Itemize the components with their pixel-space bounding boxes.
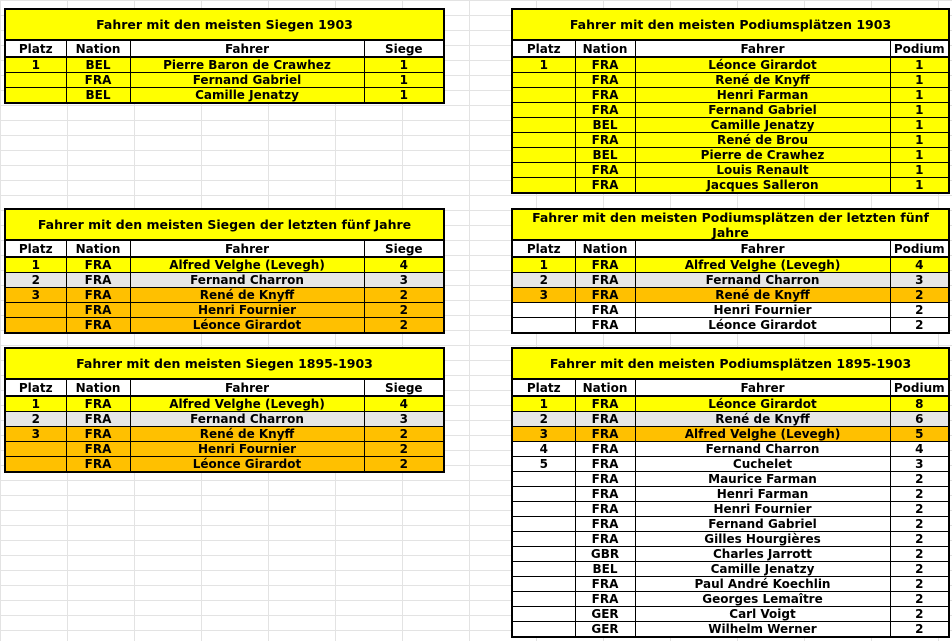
table-row	[6, 303, 443, 318]
table-podium-1903	[511, 8, 950, 194]
cell-fahrer[interactable]: Henri Fournier	[635, 303, 890, 318]
cell-platz[interactable]	[513, 607, 575, 622]
cell-platz[interactable]	[513, 517, 575, 532]
cell-fahrer[interactable]: René de Brou	[635, 133, 890, 148]
cell-platz[interactable]	[6, 88, 66, 103]
cell-platz[interactable]: 3	[6, 427, 66, 442]
cell-wert[interactable]: 3	[364, 412, 443, 427]
cell-platz[interactable]	[513, 133, 575, 148]
table-row	[513, 288, 948, 303]
column-header: Fahrer	[635, 41, 890, 57]
table-row	[513, 318, 948, 333]
cell-fahrer[interactable]: Pierre Baron de Crawhez	[130, 57, 364, 73]
cell-fahrer[interactable]: Henri Fournier	[130, 442, 364, 457]
table-row	[6, 396, 443, 412]
cell-wert[interactable]: 8	[890, 396, 948, 412]
table-row	[6, 457, 443, 472]
table-row	[513, 303, 948, 318]
cell-nation[interactable]: FRA	[575, 577, 635, 592]
cell-fahrer[interactable]: René de Knyff	[635, 73, 890, 88]
table-header-row	[6, 41, 443, 57]
cell-nation[interactable]: BEL	[575, 118, 635, 133]
cell-nation[interactable]: FRA	[575, 163, 635, 178]
table-row	[6, 73, 443, 88]
column-header: Fahrer	[130, 380, 364, 396]
cell-fahrer[interactable]: Henri Fournier	[635, 502, 890, 517]
cell-nation[interactable]: FRA	[575, 472, 635, 487]
cell-wert[interactable]: 1	[364, 88, 443, 103]
cell-platz[interactable]: 2	[513, 412, 575, 427]
column-header: Nation	[575, 41, 635, 57]
column-header: Fahrer	[130, 41, 364, 57]
table-title: Fahrer mit den meisten Siegen der letzten fünf Jahre	[6, 210, 443, 241]
table-row	[513, 427, 948, 442]
table-podium-1895-1903	[511, 347, 950, 638]
table-siege-1895-1903	[4, 347, 445, 473]
cell-wert[interactable]: 1	[890, 103, 948, 118]
cell-nation[interactable]: FRA	[575, 303, 635, 318]
cell-platz[interactable]	[6, 457, 66, 472]
cell-fahrer[interactable]: René de Knyff	[130, 427, 364, 442]
cell-platz[interactable]: 2	[6, 412, 66, 427]
cell-fahrer[interactable]: René de Knyff	[635, 412, 890, 427]
cell-fahrer[interactable]: Camille Jenatzy	[130, 88, 364, 103]
table-row	[513, 163, 948, 178]
cell-fahrer[interactable]: René de Knyff	[635, 288, 890, 303]
cell-platz[interactable]	[513, 562, 575, 577]
cell-platz[interactable]: 3	[6, 288, 66, 303]
table-title: Fahrer mit den meisten Podiumsplätzen der letzten fünf Jahre	[513, 210, 948, 241]
cell-platz[interactable]	[513, 303, 575, 318]
cell-nation[interactable]: FRA	[575, 442, 635, 457]
table-row	[513, 457, 948, 472]
cell-fahrer[interactable]: Léonce Girardot	[130, 318, 364, 333]
cell-wert[interactable]: 1	[890, 148, 948, 163]
cell-fahrer[interactable]: Fernand Gabriel	[635, 517, 890, 532]
column-header: Nation	[66, 41, 130, 57]
cell-wert[interactable]: 4	[364, 396, 443, 412]
cell-platz[interactable]	[513, 318, 575, 333]
table-row	[513, 257, 948, 273]
cell-nation[interactable]: FRA	[66, 442, 130, 457]
cell-platz[interactable]: 5	[513, 457, 575, 472]
table-row	[513, 502, 948, 517]
cell-wert[interactable]: 1	[890, 133, 948, 148]
table-header-row	[6, 241, 443, 257]
cell-nation[interactable]: FRA	[575, 427, 635, 442]
column-header: Nation	[575, 380, 635, 396]
column-header: Platz	[513, 380, 575, 396]
cell-wert[interactable]: 2	[364, 318, 443, 333]
cell-fahrer[interactable]: Camille Jenatzy	[635, 562, 890, 577]
cell-platz[interactable]	[513, 103, 575, 118]
table-row	[6, 412, 443, 427]
cell-platz[interactable]	[513, 502, 575, 517]
cell-fahrer[interactable]: Alfred Velghe (Levegh)	[130, 396, 364, 412]
cell-wert[interactable]: 2	[890, 487, 948, 502]
table-row	[513, 487, 948, 502]
column-header: Platz	[513, 241, 575, 257]
table-row	[513, 73, 948, 88]
table-row	[513, 442, 948, 457]
table-podium-fuenf-jahre	[511, 208, 950, 334]
cell-platz[interactable]: 1	[513, 257, 575, 273]
table-row	[513, 57, 948, 73]
column-header: Siege	[364, 41, 443, 57]
cell-fahrer[interactable]: Wilhelm Werner	[635, 622, 890, 637]
column-header: Podium	[890, 241, 948, 257]
cell-fahrer[interactable]: Henri Farman	[635, 487, 890, 502]
column-header: Fahrer	[130, 241, 364, 257]
cell-wert[interactable]: 2	[364, 442, 443, 457]
table-header-row	[513, 380, 948, 396]
column-header: Podium	[890, 380, 948, 396]
cell-fahrer[interactable]: Léonce Girardot	[635, 396, 890, 412]
cell-fahrer[interactable]: Léonce Girardot	[635, 57, 890, 73]
cell-wert[interactable]: 2	[364, 427, 443, 442]
table-row	[513, 273, 948, 288]
column-header: Podium	[890, 41, 948, 57]
cell-nation[interactable]: FRA	[575, 412, 635, 427]
cell-fahrer[interactable]: Fernand Gabriel	[130, 73, 364, 88]
cell-platz[interactable]	[513, 73, 575, 88]
cell-platz[interactable]	[513, 88, 575, 103]
cell-nation[interactable]: FRA	[575, 318, 635, 333]
cell-nation[interactable]: FRA	[575, 178, 635, 193]
table-row	[513, 396, 948, 412]
table-title: Fahrer mit den meisten Siegen 1895-1903	[6, 349, 443, 380]
cell-nation[interactable]: BEL	[575, 148, 635, 163]
table-row	[6, 427, 443, 442]
cell-wert[interactable]: 1	[890, 88, 948, 103]
cell-nation[interactable]: FRA	[66, 318, 130, 333]
cell-platz[interactable]	[513, 577, 575, 592]
cell-wert[interactable]: 2	[364, 288, 443, 303]
cell-platz[interactable]	[513, 148, 575, 163]
cell-nation[interactable]: FRA	[575, 592, 635, 607]
cell-fahrer[interactable]: Alfred Velghe (Levegh)	[635, 257, 890, 273]
cell-wert[interactable]: 2	[890, 592, 948, 607]
cell-platz[interactable]: 1	[6, 57, 66, 73]
cell-nation[interactable]: BEL	[66, 88, 130, 103]
table-row	[6, 273, 443, 288]
cell-wert[interactable]: 2	[890, 472, 948, 487]
table-title: Fahrer mit den meisten Podiumsplätzen 1903	[513, 10, 948, 41]
cell-platz[interactable]	[513, 532, 575, 547]
cell-platz[interactable]: 2	[6, 273, 66, 288]
cell-wert[interactable]: 2	[890, 303, 948, 318]
cell-fahrer[interactable]: Pierre de Crawhez	[635, 148, 890, 163]
cell-nation[interactable]: GER	[575, 622, 635, 637]
cell-nation[interactable]: FRA	[66, 457, 130, 472]
cell-nation[interactable]: FRA	[575, 73, 635, 88]
table-row	[6, 88, 443, 103]
cell-wert[interactable]: 1	[890, 178, 948, 193]
table-row	[513, 577, 948, 592]
column-header: Platz	[6, 380, 66, 396]
cell-wert[interactable]: 1	[364, 57, 443, 73]
cell-wert[interactable]: 2	[364, 303, 443, 318]
cell-platz[interactable]	[6, 442, 66, 457]
table-row	[6, 57, 443, 73]
cell-fahrer[interactable]: Fernand Charron	[130, 412, 364, 427]
cell-wert[interactable]: 4	[890, 257, 948, 273]
cell-wert[interactable]: 3	[890, 273, 948, 288]
cell-wert[interactable]: 4	[890, 442, 948, 457]
cell-fahrer[interactable]: Fernand Charron	[635, 442, 890, 457]
cell-wert[interactable]: 1	[890, 57, 948, 73]
column-header: Siege	[364, 380, 443, 396]
cell-platz[interactable]	[513, 163, 575, 178]
table-header-row	[6, 380, 443, 396]
table-row	[513, 472, 948, 487]
cell-nation[interactable]: FRA	[66, 303, 130, 318]
cell-fahrer[interactable]: René de Knyff	[130, 288, 364, 303]
cell-platz[interactable]: 3	[513, 288, 575, 303]
cell-nation[interactable]: FRA	[575, 517, 635, 532]
column-header: Platz	[6, 241, 66, 257]
table-row	[513, 562, 948, 577]
cell-fahrer[interactable]: Alfred Velghe (Levegh)	[130, 257, 364, 273]
cell-platz[interactable]: 3	[513, 427, 575, 442]
cell-platz[interactable]	[513, 592, 575, 607]
cell-nation[interactable]: FRA	[575, 133, 635, 148]
cell-nation[interactable]: FRA	[575, 88, 635, 103]
column-header: Platz	[6, 41, 66, 57]
cell-nation[interactable]: FRA	[575, 396, 635, 412]
column-header: Nation	[66, 380, 130, 396]
table-row	[513, 103, 948, 118]
table-siege-fuenf-jahre	[4, 208, 445, 334]
cell-fahrer[interactable]: Léonce Girardot	[635, 318, 890, 333]
table-row	[6, 288, 443, 303]
cell-fahrer[interactable]: Alfred Velghe (Levegh)	[635, 427, 890, 442]
table-row	[513, 517, 948, 532]
cell-nation[interactable]: FRA	[575, 487, 635, 502]
cell-wert[interactable]: 1	[364, 73, 443, 88]
table-row	[513, 412, 948, 427]
table-row	[513, 178, 948, 193]
cell-nation[interactable]: FRA	[575, 103, 635, 118]
cell-nation[interactable]: FRA	[575, 288, 635, 303]
table-title: Fahrer mit den meisten Siegen 1903	[6, 10, 443, 41]
cell-nation[interactable]: FRA	[66, 73, 130, 88]
cell-platz[interactable]: 1	[6, 257, 66, 273]
cell-platz[interactable]	[513, 487, 575, 502]
cell-wert[interactable]: 4	[364, 257, 443, 273]
cell-fahrer[interactable]: Henri Fournier	[130, 303, 364, 318]
cell-wert[interactable]: 2	[890, 532, 948, 547]
cell-nation[interactable]: FRA	[66, 427, 130, 442]
cell-wert[interactable]: 3	[364, 273, 443, 288]
cell-fahrer[interactable]: Jacques Salleron	[635, 178, 890, 193]
cell-nation[interactable]: BEL	[66, 57, 130, 73]
cell-wert[interactable]: 3	[890, 457, 948, 472]
table-row	[513, 88, 948, 103]
cell-platz[interactable]	[6, 73, 66, 88]
cell-platz[interactable]	[513, 547, 575, 562]
column-header: Nation	[66, 241, 130, 257]
cell-fahrer[interactable]: Cuchelet	[635, 457, 890, 472]
cell-fahrer[interactable]: Camille Jenatzy	[635, 118, 890, 133]
table-header-row	[513, 41, 948, 57]
cell-fahrer[interactable]: Fernand Charron	[130, 273, 364, 288]
cell-nation[interactable]: FRA	[66, 257, 130, 273]
cell-wert[interactable]: 2	[890, 577, 948, 592]
cell-nation[interactable]: FRA	[575, 502, 635, 517]
cell-wert[interactable]: 2	[890, 607, 948, 622]
cell-nation[interactable]: FRA	[575, 457, 635, 472]
cell-nation[interactable]: FRA	[575, 273, 635, 288]
table-row	[513, 148, 948, 163]
table-row	[6, 442, 443, 457]
cell-fahrer[interactable]: Fernand Charron	[635, 273, 890, 288]
table-row	[513, 118, 948, 133]
cell-platz[interactable]: 4	[513, 442, 575, 457]
column-header: Fahrer	[635, 241, 890, 257]
cell-platz[interactable]	[513, 622, 575, 637]
cell-wert[interactable]: 2	[364, 457, 443, 472]
table-row	[513, 532, 948, 547]
cell-wert[interactable]: 2	[890, 288, 948, 303]
cell-platz[interactable]: 1	[6, 396, 66, 412]
table-row	[6, 257, 443, 273]
cell-wert[interactable]: 2	[890, 502, 948, 517]
cell-nation[interactable]: GBR	[575, 547, 635, 562]
cell-platz[interactable]	[6, 303, 66, 318]
cell-fahrer[interactable]: Léonce Girardot	[130, 457, 364, 472]
cell-fahrer[interactable]: Louis Renault	[635, 163, 890, 178]
cell-nation[interactable]: FRA	[575, 532, 635, 547]
cell-nation[interactable]: FRA	[575, 57, 635, 73]
cell-wert[interactable]: 2	[890, 517, 948, 532]
cell-platz[interactable]	[6, 318, 66, 333]
table-header-row	[513, 241, 948, 257]
cell-wert[interactable]: 1	[890, 73, 948, 88]
cell-fahrer[interactable]: Carl Voigt	[635, 607, 890, 622]
cell-wert[interactable]: 5	[890, 427, 948, 442]
cell-platz[interactable]	[513, 472, 575, 487]
column-header: Platz	[513, 41, 575, 57]
table-row	[513, 547, 948, 562]
cell-wert[interactable]: 6	[890, 412, 948, 427]
cell-nation[interactable]: FRA	[66, 288, 130, 303]
cell-fahrer[interactable]: Fernand Gabriel	[635, 103, 890, 118]
cell-nation[interactable]: FRA	[66, 396, 130, 412]
cell-wert[interactable]: 1	[890, 163, 948, 178]
table-siege-1903	[4, 8, 445, 104]
table-row	[513, 133, 948, 148]
cell-fahrer[interactable]: Maurice Farman	[635, 472, 890, 487]
cell-nation[interactable]: BEL	[575, 562, 635, 577]
cell-platz[interactable]	[513, 178, 575, 193]
cell-wert[interactable]: 2	[890, 318, 948, 333]
cell-nation[interactable]: GER	[575, 607, 635, 622]
column-header: Siege	[364, 241, 443, 257]
cell-nation[interactable]: FRA	[575, 257, 635, 273]
column-header: Nation	[575, 241, 635, 257]
cell-platz[interactable]: 2	[513, 273, 575, 288]
cell-nation[interactable]: FRA	[66, 273, 130, 288]
table-row	[513, 607, 948, 622]
table-title: Fahrer mit den meisten Podiumsplätzen 1895-1903	[513, 349, 948, 380]
cell-platz[interactable]: 1	[513, 396, 575, 412]
column-header: Fahrer	[635, 380, 890, 396]
table-row	[513, 592, 948, 607]
cell-platz[interactable]	[513, 118, 575, 133]
cell-nation[interactable]: FRA	[66, 412, 130, 427]
cell-wert[interactable]: 2	[890, 547, 948, 562]
cell-fahrer[interactable]: Georges Lemaître	[635, 592, 890, 607]
cell-fahrer[interactable]: Gilles Hourgières	[635, 532, 890, 547]
cell-wert[interactable]: 1	[890, 118, 948, 133]
cell-fahrer[interactable]: Charles Jarrott	[635, 547, 890, 562]
cell-fahrer[interactable]: Paul André Koechlin	[635, 577, 890, 592]
cell-wert[interactable]: 2	[890, 622, 948, 637]
cell-wert[interactable]: 2	[890, 562, 948, 577]
cell-fahrer[interactable]: Henri Farman	[635, 88, 890, 103]
cell-platz[interactable]: 1	[513, 57, 575, 73]
table-row	[6, 318, 443, 333]
table-row	[513, 622, 948, 637]
